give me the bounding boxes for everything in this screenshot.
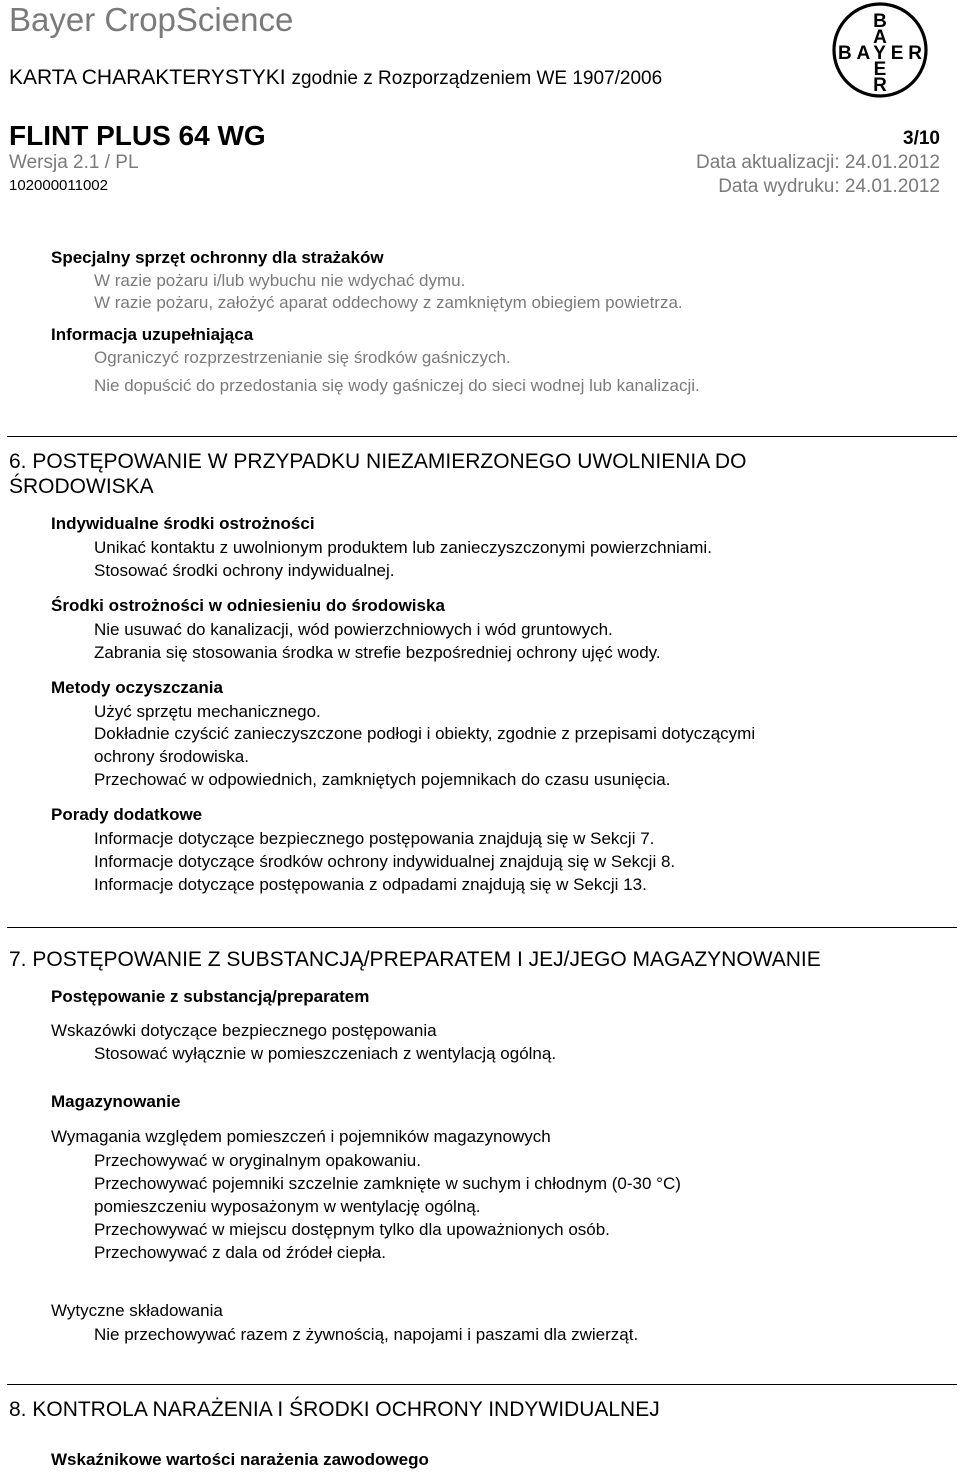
- regulation-text: zgodnie z Rozporządzeniem WE 1907/2006: [291, 68, 663, 89]
- section-divider: [7, 1384, 957, 1385]
- section-divider: [7, 927, 957, 928]
- text-line: Zabrania się stosowania środka w strefie bezpośredniej ochrony ujęć wody.: [94, 643, 661, 662]
- firefighter-equipment-heading: Specjalny sprzęt ochronny dla strażaków: [51, 248, 384, 267]
- page-number: 3/10: [903, 128, 940, 149]
- text-line: Nie dopuścić do przedostania się wody gaśniczej do sieci wodnej lub kanalizacji.: [94, 376, 700, 395]
- text-line: Dokładnie czyścić zanieczyszczone podłogi i obiekty, zgodnie z przepisami dotyczącymi: [94, 724, 756, 743]
- logo-letter-e: E: [873, 59, 887, 80]
- storage-heading: Magazynowanie: [51, 1092, 181, 1111]
- storage-guidelines-label: Wytyczne składowania: [51, 1301, 223, 1320]
- environmental-precautions-heading: Środki ostrożności w odniesieniu do środowiska: [51, 596, 445, 615]
- section-8-title: 8. KONTROLA NARAŻENIA I ŚRODKI OCHRONY INDYWIDUALNEJ: [9, 1398, 660, 1421]
- text-line: Ograniczyć rozprzestrzenianie się środków gaśniczych.: [94, 348, 511, 367]
- section-6-title-line2: ŚRODOWISKA: [9, 475, 154, 498]
- text-line: Nie usuwać do kanalizacji, wód powierzchniowych i wód gruntowych.: [94, 620, 613, 639]
- text-line: pomieszczeniu wyposażonym w wentylację ogólną.: [94, 1197, 481, 1216]
- logo-horizontal-word: BAYER: [838, 43, 922, 64]
- product-name: FLINT PLUS 64 WG: [9, 120, 266, 151]
- version-label: Wersja 2.1 / PL: [9, 152, 139, 173]
- document-number: 102000011002: [9, 177, 108, 194]
- handling-heading: Postępowanie z substancją/preparatem: [51, 987, 370, 1006]
- text-line: ochrony środowiska.: [94, 747, 249, 766]
- cleanup-methods-heading: Metody oczyszczania: [51, 678, 223, 697]
- company-name: Bayer CropScience: [9, 1, 294, 38]
- logo-letter-b: B: [873, 11, 887, 32]
- safe-handling-label: Wskazówki dotyczące bezpiecznego postępowania: [51, 1021, 437, 1040]
- personal-precautions-heading: Indywidualne środki ostrożności: [51, 514, 315, 533]
- storage-requirements-label: Wymagania względem pomieszczeń i pojemników magazynowych: [51, 1127, 551, 1146]
- logo-letter-a: A: [873, 27, 887, 48]
- text-line: Przechowywać pojemniki szczelnie zamknięte w suchym i chłodnym (0-30 °C): [94, 1174, 681, 1193]
- text-line: Stosować wyłącznie w pomieszczeniach z wentylacją ogólną.: [94, 1044, 557, 1063]
- text-line: Informacje dotyczące postępowania z odpadami znajdują się w Sekcji 13.: [94, 875, 647, 894]
- text-line: Unikać kontaktu z uwolnionym produktem lub zanieczyszczonymi powierzchniami.: [94, 538, 712, 557]
- additional-info-heading: Informacja uzupełniająca: [51, 325, 254, 344]
- update-date: Data aktualizacji: 24.01.2012: [696, 152, 940, 173]
- additional-advice-heading: Porady dodatkowe: [51, 805, 203, 824]
- text-line: Stosować środki ochrony indywidualnej.: [94, 561, 395, 580]
- document-type: [9, 64, 662, 93]
- exposure-limits-heading: Wskaźnikowe wartości narażenia zawodowego: [51, 1450, 429, 1469]
- text-line: Przechowywać z dala od źródeł ciepła.: [94, 1243, 386, 1262]
- print-date: Data wydruku: 24.01.2012: [718, 176, 940, 197]
- text-line: Informacje dotyczące środków ochrony indywidualnej znajdują się w Sekcji 8.: [94, 852, 676, 871]
- text-line: Nie przechowywać razem z żywnością, napojami i paszami dla zwierząt.: [94, 1325, 639, 1344]
- text-line: Przechowywać w oryginalnym opakowaniu.: [94, 1151, 421, 1170]
- text-line: Przechowywać w miejscu dostępnym tylko dla upoważnionych osób.: [94, 1220, 610, 1239]
- section-divider: [7, 436, 957, 437]
- text-line: Przechować w odpowiednich, zamkniętych pojemnikach do czasu usunięcia.: [94, 770, 671, 789]
- text-line: Użyć sprzętu mechanicznego.: [94, 702, 321, 721]
- text-line: W razie pożaru i/lub wybuchu nie wdychać dymu.: [94, 271, 466, 290]
- text-line: Informacje dotyczące bezpiecznego postępowania znajdują się w Sekcji 7.: [94, 829, 655, 848]
- section-6-title: 6. POSTĘPOWANIE W PRZYPADKU NIEZAMIERZONEGO UWOLNIENIA DO: [9, 450, 747, 473]
- bayer-logo: [830, 0, 930, 100]
- section-7-title: 7. POSTĘPOWANIE Z SUBSTANCJĄ/PREPARATEM I JEJ/JEGO MAGAZYNOWANIE: [9, 948, 821, 971]
- text-line: W razie pożaru, założyć aparat oddechowy z zamkniętym obiegiem powietrza.: [94, 293, 683, 312]
- document-type-title: KARTA CHARAKTERYSTYKI: [9, 66, 286, 89]
- logo-letter-r: R: [873, 75, 887, 96]
